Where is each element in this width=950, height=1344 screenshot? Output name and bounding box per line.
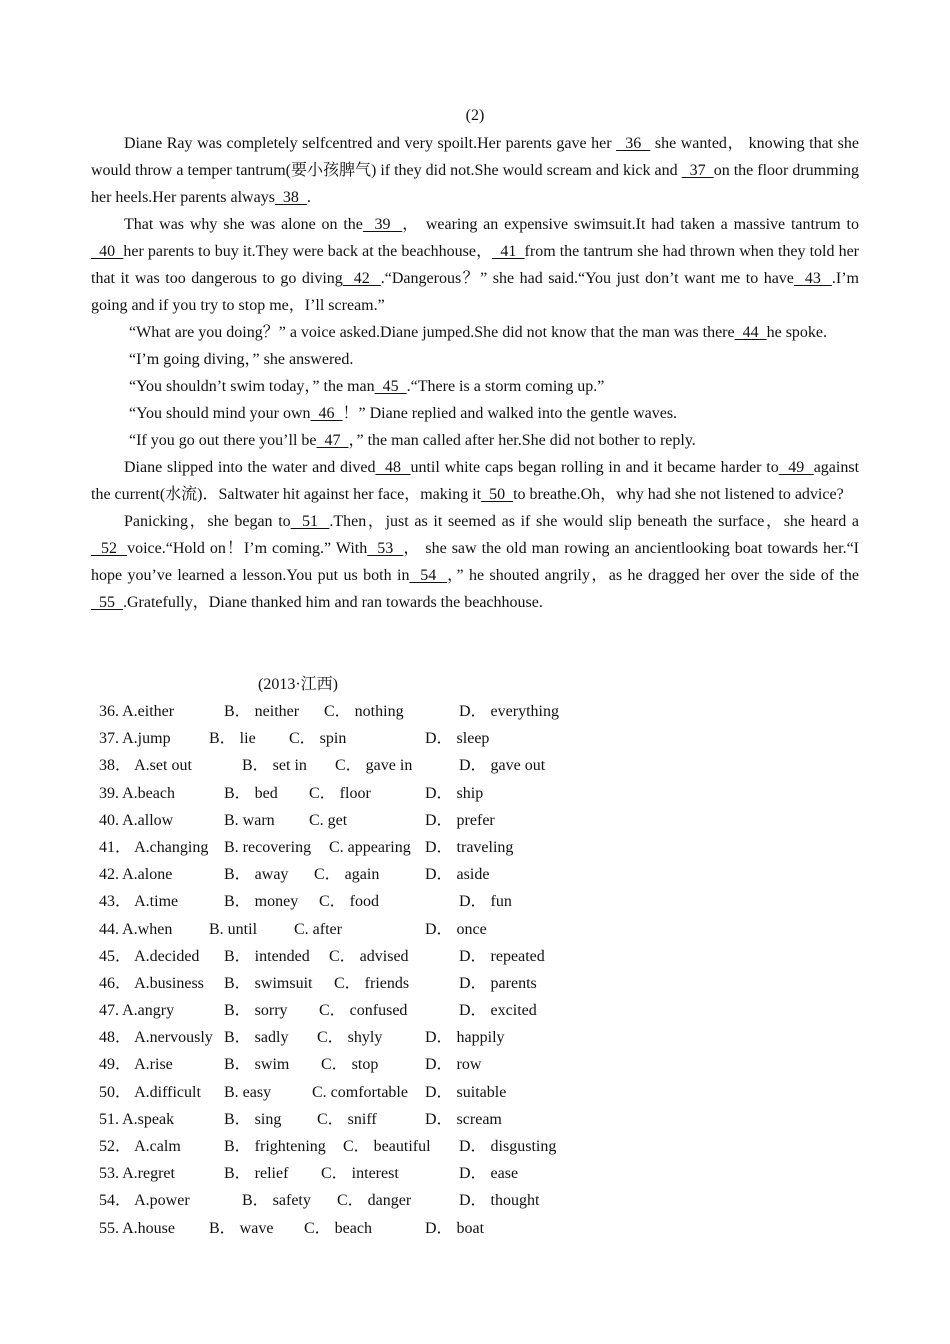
option-a: 52． A.calm xyxy=(99,1138,181,1155)
passage-text: from the tantrum she had thrown when they told her that it was too dangerous to go diving xyxy=(91,243,860,287)
passage-text: Diane slipped into the water and dived xyxy=(124,459,376,476)
option-b: B． safety xyxy=(242,1192,311,1210)
option-a: 51. A.speak xyxy=(99,1110,175,1128)
passage-text: “What are you doing？” a voice asked.Diane jumped.She did not know that the man was there xyxy=(129,324,735,341)
passage-paragraph xyxy=(91,130,859,211)
option-c: C． beach xyxy=(304,1219,372,1237)
option-c: C. get xyxy=(309,811,348,829)
passage-paragraph xyxy=(91,373,859,400)
option-c: C． friends xyxy=(334,974,410,992)
answer-blank: 54 xyxy=(409,567,448,584)
passage-text: on the floor drumming her heels.Her parents always xyxy=(91,162,860,206)
passage-text: ，” he shouted angrily，as he dragged her over the side of the xyxy=(447,567,859,584)
option-a: 50． A.difficult xyxy=(99,1083,201,1101)
page-number: (2) xyxy=(465,107,485,124)
option-c: C． advised xyxy=(329,947,409,965)
option-b: B. warn xyxy=(224,811,275,829)
option-c: C． shyly xyxy=(317,1029,383,1047)
passage-text: . xyxy=(306,189,311,206)
answer-blank: 52 xyxy=(91,540,128,557)
option-c: C． beautiful xyxy=(343,1138,431,1155)
answer-blank: 36 xyxy=(616,135,651,152)
option-a: 47. A.angry xyxy=(99,1002,175,1020)
option-d: D． sleep xyxy=(425,730,490,748)
passage-text: Panicking，she began to xyxy=(124,513,291,530)
question-row xyxy=(99,865,859,892)
answer-blank: 55 xyxy=(91,594,123,611)
option-b: B． away xyxy=(224,866,289,884)
cloze-passage xyxy=(91,130,859,616)
answer-blank: 48 xyxy=(375,459,411,476)
question-row xyxy=(99,756,859,783)
question-row xyxy=(99,838,859,865)
option-d: D． aside xyxy=(425,866,490,884)
option-b: B. until xyxy=(209,920,258,938)
answer-blank: 46 xyxy=(310,405,343,422)
option-c: C． confused xyxy=(319,1002,408,1020)
passage-text: against the current(水流)．Saltwater hit against her face，making it xyxy=(91,459,860,503)
option-c: C． interest xyxy=(321,1165,399,1183)
question-row xyxy=(99,1137,859,1164)
answer-blank: 47 xyxy=(316,432,349,449)
question-row xyxy=(99,702,859,729)
option-b: B． lie xyxy=(209,730,256,748)
option-d: D． scream xyxy=(425,1110,502,1128)
option-d: D． row xyxy=(425,1056,482,1074)
passage-text: “If you go out there you’ll be xyxy=(129,432,317,449)
passage-paragraph xyxy=(91,427,859,454)
passage-text: until white caps began rolling in and it became harder to xyxy=(410,459,779,476)
passage-text: .I’m going and if you try to stop me，I’ll scream.” xyxy=(91,270,859,314)
question-source: (2013·江西) xyxy=(258,676,338,693)
option-b: B． sorry xyxy=(224,1002,288,1020)
passage-text: he spoke. xyxy=(766,324,828,341)
option-a: 53. A.regret xyxy=(99,1165,175,1183)
option-b: B． frightening xyxy=(224,1138,326,1155)
option-b: B． set in xyxy=(242,757,307,775)
option-d: D． everything xyxy=(459,703,559,720)
passage-text: ，” the man called after her.She did not bother to reply. xyxy=(348,432,696,449)
option-a: 40. A.allow xyxy=(99,811,174,829)
passage-paragraph xyxy=(91,508,859,616)
passage-paragraph xyxy=(91,211,859,319)
question-row xyxy=(99,947,859,974)
passage-paragraph xyxy=(91,400,859,427)
passage-text: ， she saw the old man rowing an ancientlooking boat towards her.“I hope you’ve learned a lesson.You put us both in xyxy=(91,540,860,584)
passage-text: That was why she was alone on the xyxy=(124,216,363,233)
passage-text: “You shouldn’t swim today，” the man xyxy=(129,378,375,395)
passage-text: voice.“Hold on！I’m coming.” With xyxy=(127,540,368,557)
option-c: C． spin xyxy=(289,730,347,748)
option-c: C． gave in xyxy=(335,757,413,775)
option-a: 45． A.decided xyxy=(99,947,200,965)
passage-text: .“There is a storm coming up.” xyxy=(406,378,605,395)
option-b: B． sadly xyxy=(224,1029,289,1047)
option-d: D． fun xyxy=(459,893,512,911)
option-a: 42. A.alone xyxy=(99,866,173,884)
option-c: C. appearing xyxy=(329,838,411,856)
option-c: C． stop xyxy=(321,1056,379,1074)
passage-paragraph xyxy=(91,319,859,346)
option-b: B． swim xyxy=(224,1056,290,1074)
question-row xyxy=(99,974,859,1001)
answer-blank: 53 xyxy=(367,540,404,557)
option-a: 54． A.power xyxy=(99,1192,190,1210)
question-row xyxy=(99,729,859,756)
option-d: D． happily xyxy=(425,1029,505,1047)
option-a: 38． A.set out xyxy=(99,757,192,775)
passage-paragraph xyxy=(91,454,859,508)
option-d: D． boat xyxy=(425,1219,485,1237)
passage-text: to breathe.Oh，why had she not listened to advice? xyxy=(513,486,844,503)
option-a: 36. A.either xyxy=(99,703,175,720)
option-d: D． repeated xyxy=(459,947,545,965)
question-row xyxy=(99,1164,859,1191)
option-b: B． neither xyxy=(224,703,300,720)
option-b: B． sing xyxy=(224,1110,282,1128)
option-d: D． excited xyxy=(459,1002,537,1020)
option-a: 48． A.nervously xyxy=(99,1029,213,1047)
answer-blank: 51 xyxy=(290,513,330,530)
question-row xyxy=(99,892,859,919)
option-d: D． thought xyxy=(459,1192,540,1210)
question-row xyxy=(99,920,859,947)
passage-text: .Then，just as it seemed as if she would slip beneath the surface，she heard a xyxy=(329,513,859,530)
passage-text: .Gratefully，Diane thanked him and ran towards the beachhouse. xyxy=(123,594,543,611)
question-row xyxy=(99,1001,859,1028)
option-d: D． prefer xyxy=(425,811,495,829)
option-b: B． bed xyxy=(224,784,278,802)
option-a: 44. A.when xyxy=(99,920,173,938)
option-c: C. comfortable xyxy=(312,1083,408,1101)
answer-blank: 50 xyxy=(481,486,514,503)
option-a: 55. A.house xyxy=(99,1219,175,1237)
passage-text: ！” Diane replied and walked into the gentle waves. xyxy=(342,405,678,422)
passage-paragraph xyxy=(91,346,859,373)
option-c: C． nothing xyxy=(324,703,404,720)
answer-blank: 39 xyxy=(362,216,403,233)
option-a: 37. A.jump xyxy=(99,730,171,748)
answer-blank: 44 xyxy=(734,324,767,341)
option-c: C． food xyxy=(319,893,380,911)
question-row xyxy=(99,1219,859,1246)
answer-options xyxy=(99,702,859,1246)
question-row xyxy=(99,1191,859,1218)
question-row xyxy=(99,811,859,838)
question-row xyxy=(99,1110,859,1137)
option-d: D． gave out xyxy=(459,757,546,775)
option-b: B. recovering xyxy=(224,838,312,856)
option-b: B． money xyxy=(224,893,299,911)
option-b: B． relief xyxy=(224,1165,289,1183)
answer-blank: 45 xyxy=(374,378,407,395)
option-c: C. after xyxy=(294,920,342,938)
answer-blank: 38 xyxy=(274,189,307,206)
option-d: D． disgusting xyxy=(459,1138,557,1155)
passage-text: she wanted， knowing that she would throw a temper tantrum(要小孩脾气) if they did not.She would scream and kick and xyxy=(91,135,859,179)
option-b: B． swimsuit xyxy=(224,974,313,992)
option-c: C． again xyxy=(314,866,380,884)
option-b: B． wave xyxy=(209,1219,274,1237)
passage-text: her parents to buy it.They were back at the beachhouse， xyxy=(123,243,493,260)
passage-text: “You should mind your own xyxy=(129,405,311,422)
option-c: C． danger xyxy=(337,1192,412,1210)
option-a: 43． A.time xyxy=(99,893,179,911)
option-d: D． once xyxy=(425,920,487,938)
question-row xyxy=(99,784,859,811)
option-c: C． sniff xyxy=(317,1110,377,1128)
passage-text: Diane Ray was completely selfcentred and very spoilt.Her parents gave her xyxy=(124,135,617,152)
option-d: D． ease xyxy=(459,1165,519,1183)
option-b: B. easy xyxy=(224,1083,272,1101)
option-b: B． intended xyxy=(224,947,310,965)
option-a: 39. A.beach xyxy=(99,784,175,802)
question-row xyxy=(99,1055,859,1082)
question-row xyxy=(99,1028,859,1055)
passage-text: ， wearing an expensive swimsuit.It had taken a massive tantrum to xyxy=(402,216,859,233)
option-c: C． floor xyxy=(309,784,371,802)
answer-blank: 40 xyxy=(91,243,124,260)
option-a: 41． A.changing xyxy=(99,838,209,856)
option-a: 46． A.business xyxy=(99,974,204,992)
answer-blank: 37 xyxy=(681,162,714,179)
option-d: D． ship xyxy=(425,784,484,802)
question-row xyxy=(99,1083,859,1110)
option-d: D． traveling xyxy=(425,838,514,856)
passage-text: “I’m going diving，” she answered. xyxy=(129,351,354,368)
answer-blank: 42 xyxy=(342,270,381,287)
option-d: D． suitable xyxy=(425,1083,507,1101)
option-a: 49． A.rise xyxy=(99,1056,173,1074)
answer-blank: 41 xyxy=(492,243,525,260)
answer-blank: 43 xyxy=(793,270,832,287)
answer-blank: 49 xyxy=(778,459,814,476)
option-d: D． parents xyxy=(459,974,537,992)
passage-text: .“Dangerous？” she had said.“You just don’t want me to have xyxy=(380,270,794,287)
